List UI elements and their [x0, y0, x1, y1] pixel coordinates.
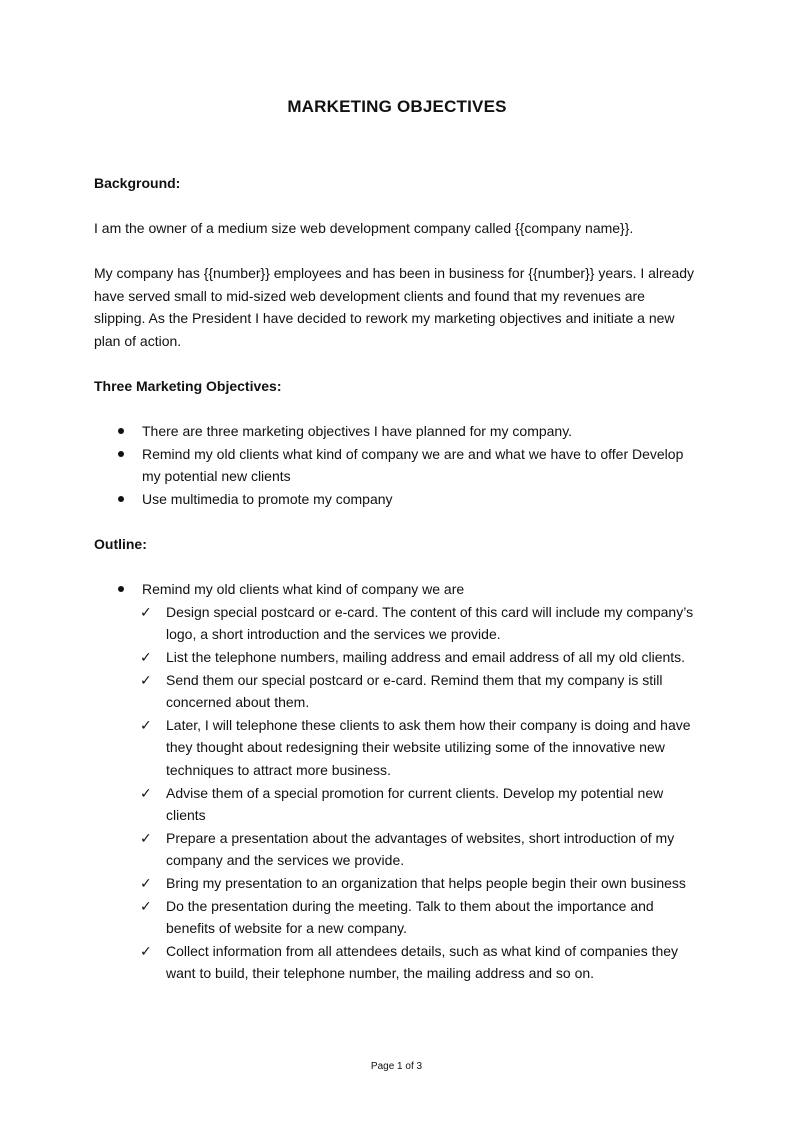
checkmark-icon: ✓ [140, 829, 152, 846]
checklist-item [94, 782, 700, 827]
document-title: MARKETING OBJECTIVES [287, 97, 507, 116]
objectives-list [94, 420, 700, 510]
list-item [94, 443, 700, 488]
checklist-item-text: Later, I will telephone these clients to ask them how their company is doing and have they thought about redesigning their website utilizing some of the innovative new techniques to attract more business. [166, 716, 691, 779]
checkmark-icon: ✓ [140, 671, 152, 688]
objectives-heading: Three Marketing Objectives: [94, 377, 282, 394]
checklist-item-text: Bring my presentation to an organization that helps people begin their own business [166, 875, 686, 891]
checklist-item [94, 714, 700, 782]
document-body [94, 96, 700, 985]
checklist-item-text: Prepare a presentation about the advantages of websites, short introduction of my company and the services we provide. [166, 829, 675, 869]
checklist-item [94, 895, 700, 940]
outline-heading: Outline: [94, 536, 147, 553]
bullet-icon [118, 428, 124, 434]
list-item-text: Use multimedia to promote my company [142, 490, 393, 507]
checklist-item-text: Design special postcard or e-card. The content of this card will include my company’s logo, a short introduction and the services we provide. [166, 603, 694, 643]
checklist-item-text: Advise them of a special promotion for current clients. Develop my potential new clients [166, 784, 664, 824]
checklist-item [94, 646, 700, 669]
list-item-text: There are three marketing objectives I have planned for my company. [142, 423, 573, 440]
background-paragraph-2: My company has {{number}} employees and has been in business for {{number}} years. I already have served small to mid-sized web development clients and found that my revenues are slipping. As the President I have decided to rework my marketing objectives and initiate a new plan of action. [94, 264, 695, 349]
list-item-text: Remind my old clients what kind of company we are [142, 581, 465, 598]
checkmark-icon: ✓ [140, 897, 152, 914]
checklist-item-text: Collect information from all attendees details, such as what kind of companies they want to build, their telephone number, the mailing address and so on. [166, 942, 679, 982]
checklist-item [94, 669, 700, 714]
checklist-item [94, 601, 700, 646]
checklist-item-text: Send them our special postcard or e-card. Remind them that my company is still concerned about them. [166, 671, 663, 711]
list-item [94, 578, 700, 601]
checklist-item [94, 872, 700, 895]
background-paragraph-1: I am the owner of a medium size web development company called {{company name}}. [94, 219, 634, 236]
checkmark-icon: ✓ [140, 603, 152, 620]
list-item [94, 488, 700, 511]
list-item [94, 420, 700, 443]
checklist-item-text: List the telephone numbers, mailing address and email address of all my old clients. [166, 649, 686, 666]
background-heading: Background: [94, 174, 181, 191]
checkmark-icon: ✓ [140, 716, 152, 733]
checklist-item-text: Do the presentation during the meeting. Talk to them about the importance and benefits of website for a new company. [166, 897, 654, 937]
bullet-icon [118, 586, 124, 592]
bullet-icon [118, 496, 124, 502]
checkmark-icon: ✓ [140, 649, 152, 666]
bullet-icon [118, 451, 124, 457]
checkmark-icon: ✓ [140, 942, 152, 959]
checkmark-icon: ✓ [140, 875, 152, 891]
page-number: Page 1 of 3 [370, 1061, 423, 1072]
list-item-text: Remind my old clients what kind of company we are and what we have to offer Develop my potential new clients [142, 445, 684, 485]
checkmark-icon: ✓ [140, 784, 152, 801]
outline-list [94, 578, 700, 601]
checklist-item [94, 827, 700, 872]
outline-checklist [94, 601, 700, 985]
checklist-item [94, 940, 700, 985]
